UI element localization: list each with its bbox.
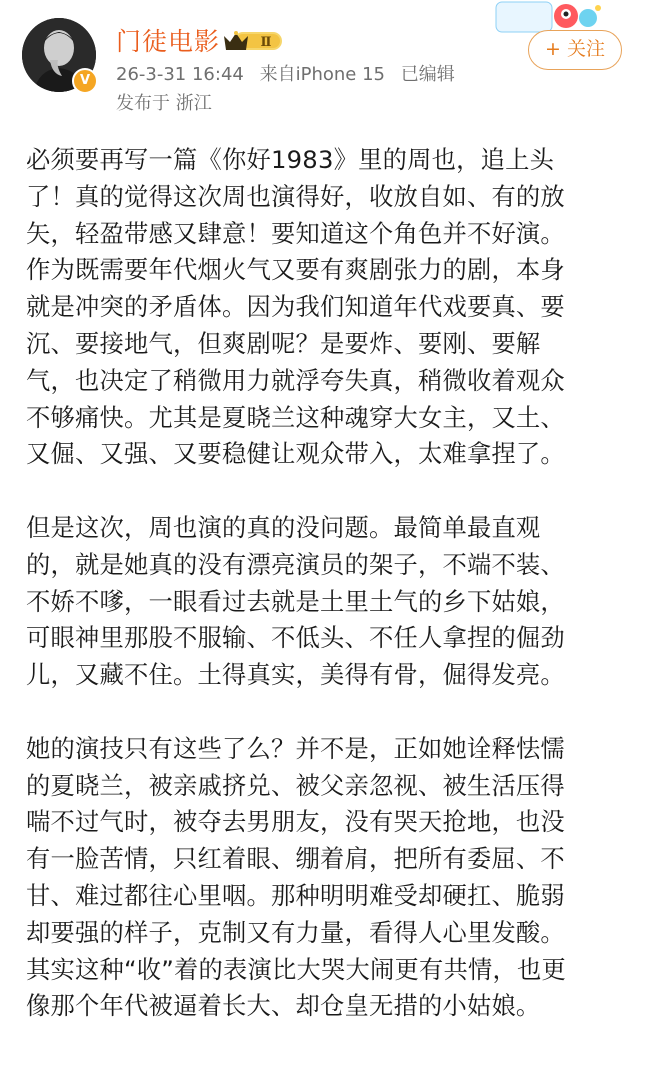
location: 发布于 浙江 <box>116 93 212 114</box>
timestamp: 26-3-31 16:44 <box>116 64 244 85</box>
text-line: 其实这种“收”着的表演比大哭大闹更有共情，也更 <box>26 954 567 984</box>
paragraph-gap <box>26 694 626 731</box>
text-line: 不够痛快。尤其是夏晓兰这种魂穿大女主，又土、 <box>26 402 565 432</box>
text-line: 就是冲突的矛盾体。因为我们知道年代戏要真、要 <box>26 292 565 322</box>
text-line: 喘不过气时，被夺去男朋友，没有哭天抢地，也没 <box>26 807 565 837</box>
text-line: 气，也决定了稍微用力就浮夸失真，稍微收着观众 <box>26 365 565 395</box>
edited-label[interactable]: 已编辑 <box>400 64 455 85</box>
text-line: 的，就是她真的没有漂亮演员的架子，不端不装、 <box>26 549 565 579</box>
text-line: 却要强的样子，克制又有力量，看得人心里发酸。 <box>26 917 565 947</box>
text-line: 作为既需要年代烟火气又要有爽剧张力的剧，本身 <box>26 255 565 285</box>
source[interactable]: 来自iPhone 15 <box>259 64 385 85</box>
post-header <box>0 0 648 130</box>
paragraph-gap <box>26 473 626 510</box>
text-line: 沉、要接地气，但爽剧呢？是要炸、要刚、要解 <box>26 328 541 358</box>
text-line: 有一脸苦情，只红着眼、绷着肩，把所有委屈、不 <box>26 844 565 874</box>
follow-button[interactable]: + 关注 <box>528 30 622 70</box>
text-line: 像那个年代被逼着长大、却仓皇无措的小姑娘。 <box>26 991 541 1021</box>
paragraph <box>26 510 626 694</box>
text-line: 必须要再写一篇《你好1983》里的周也，追上头 <box>26 145 555 174</box>
username[interactable]: 门徒电影 <box>116 27 221 56</box>
post-meta <box>116 62 465 88</box>
text-line: 甘、难过都往心里咽。那种明明难受却硬扛、脆弱 <box>26 880 565 910</box>
text-line: 又倔、又强、又要稳健让观众带入，太难拿捏了。 <box>26 439 565 469</box>
text-line: 她的演技只有这些了么？并不是，正如她诠释怯懦 <box>26 733 565 763</box>
verified-v-icon: V <box>72 68 98 94</box>
text-line: 矢，轻盈带感又肆意！要知道这个角色并不好演。 <box>26 218 565 248</box>
text-line: 了！真的觉得这次周也演得好，收放自如、有的放 <box>26 181 565 211</box>
text-line: 但是这次，周也演的真的没问题。最简单最直观 <box>26 512 541 542</box>
post-content <box>26 142 626 1025</box>
text-line: 不娇不嗲，一眼看过去就是土里土气的乡下姑娘， <box>26 586 565 616</box>
paragraph <box>26 142 626 473</box>
text-line: 可眼神里那股不服输、不低头、不任人拿捏的倔劲 <box>26 623 565 653</box>
paragraph <box>26 731 626 1025</box>
crown-badge-icon[interactable] <box>222 28 284 54</box>
vip-level-text: Ⅱ <box>260 35 272 50</box>
text-line: 儿，又藏不住。土得真实，美得有骨，倔得发亮。 <box>26 660 565 690</box>
text-line: 的夏晓兰，被亲戚挤兑、被父亲忽视、被生活压得 <box>26 770 565 800</box>
